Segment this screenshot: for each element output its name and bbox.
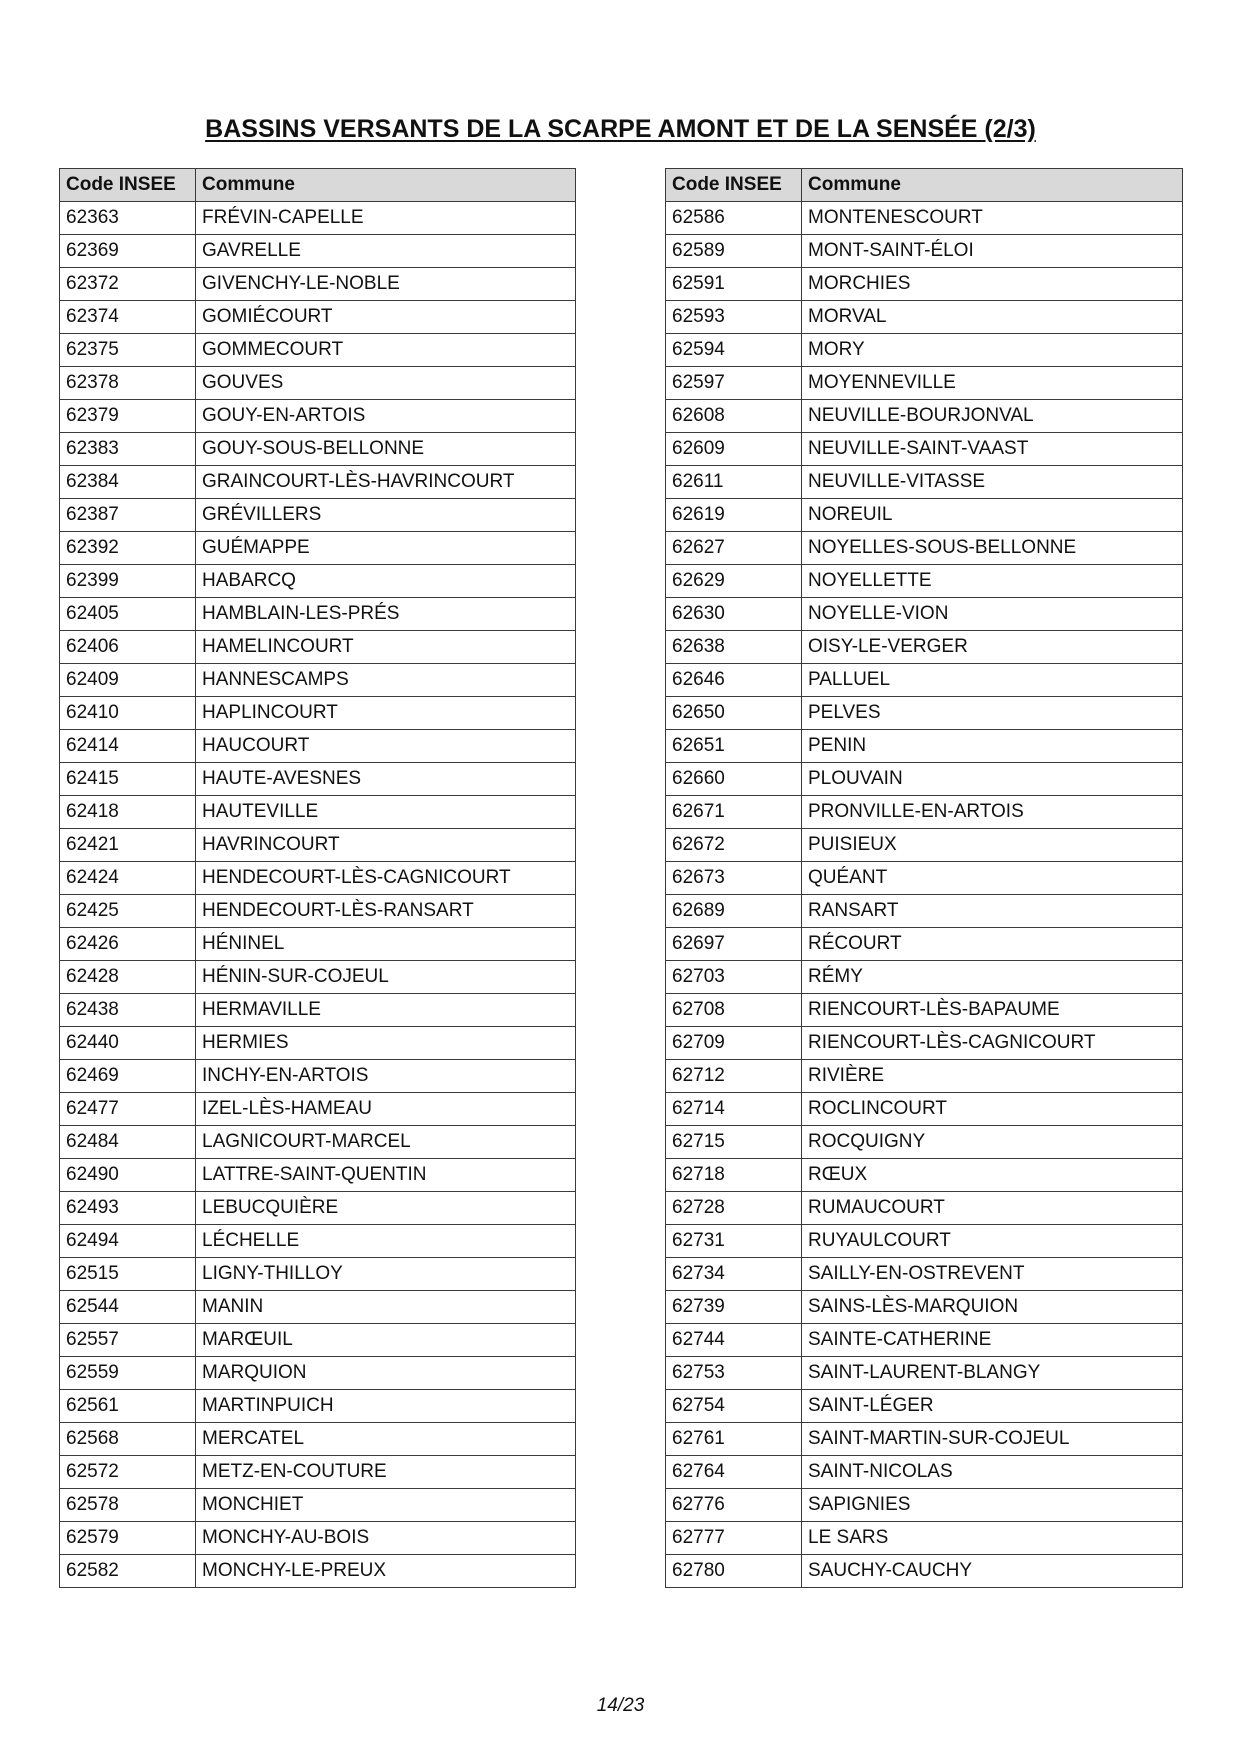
commune-name-cell: MONTENESCOURT [802, 202, 1183, 235]
table-row [666, 301, 1183, 334]
insee-code-cell: 62753 [666, 1357, 802, 1390]
commune-name-cell: METZ-EN-COUTURE [196, 1456, 576, 1489]
commune-name-cell: RÉMY [802, 961, 1183, 994]
table-row [60, 499, 576, 532]
table-row [666, 598, 1183, 631]
table-body [60, 202, 576, 1588]
table-row [666, 400, 1183, 433]
insee-code-cell: 62611 [666, 466, 802, 499]
insee-code-cell: 62672 [666, 829, 802, 862]
table-row [60, 697, 576, 730]
commune-name-cell: HERMAVILLE [196, 994, 576, 1027]
commune-name-cell: HAMBLAIN-LES-PRÉS [196, 598, 576, 631]
commune-name-cell: GRAINCOURT-LÈS-HAVRINCOURT [196, 466, 576, 499]
page-title: BASSINS VERSANTS DE LA SCARPE AMONT ET DE LA SENSÉE (2/3) [205, 115, 1036, 143]
insee-code-cell: 62557 [60, 1324, 196, 1357]
table-row [60, 829, 576, 862]
commune-name-cell: MONCHY-AU-BOIS [196, 1522, 576, 1555]
commune-name-cell: PLOUVAIN [802, 763, 1183, 796]
insee-code-cell: 62697 [666, 928, 802, 961]
commune-name-cell: LE SARS [802, 1522, 1183, 1555]
commune-name-cell: RÉCOURT [802, 928, 1183, 961]
insee-code-cell: 62387 [60, 499, 196, 532]
table-row [666, 994, 1183, 1027]
insee-code-cell: 62424 [60, 862, 196, 895]
table-row [60, 730, 576, 763]
commune-name-cell: GAVRELLE [196, 235, 576, 268]
table-row [666, 1291, 1183, 1324]
commune-name-cell: HAUTE-AVESNES [196, 763, 576, 796]
insee-code-cell: 62650 [666, 697, 802, 730]
insee-code-cell: 62718 [666, 1159, 802, 1192]
commune-name-cell: GOMIÉCOURT [196, 301, 576, 334]
table-header-row [60, 169, 576, 202]
table-row [666, 1390, 1183, 1423]
insee-code-cell: 62438 [60, 994, 196, 1027]
table-row [60, 433, 576, 466]
table-row [666, 565, 1183, 598]
commune-name-cell: MONCHY-LE-PREUX [196, 1555, 576, 1588]
table-row [666, 532, 1183, 565]
commune-name-cell: IZEL-LÈS-HAMEAU [196, 1093, 576, 1126]
insee-code-cell: 62379 [60, 400, 196, 433]
commune-name-cell: HAVRINCOURT [196, 829, 576, 862]
table-row [60, 1390, 576, 1423]
insee-code-cell: 62579 [60, 1522, 196, 1555]
table-row [60, 1324, 576, 1357]
commune-name-cell: NEUVILLE-BOURJONVAL [802, 400, 1183, 433]
table-row [60, 1126, 576, 1159]
commune-name-cell: RANSART [802, 895, 1183, 928]
commune-name-cell: FRÉVIN-CAPELLE [196, 202, 576, 235]
table-row [60, 1423, 576, 1456]
commune-name-cell: RŒUX [802, 1159, 1183, 1192]
commune-name-cell: HAPLINCOURT [196, 697, 576, 730]
insee-code-cell: 62374 [60, 301, 196, 334]
table-row [60, 367, 576, 400]
insee-code-cell: 62363 [60, 202, 196, 235]
table-row [60, 1093, 576, 1126]
commune-name-cell: LEBUCQUIÈRE [196, 1192, 576, 1225]
table-row [60, 994, 576, 1027]
table-row [60, 1555, 576, 1588]
commune-name-cell: HENDECOURT-LÈS-CAGNICOURT [196, 862, 576, 895]
table-row [666, 631, 1183, 664]
table-row [666, 664, 1183, 697]
table-row [666, 928, 1183, 961]
table-row [60, 301, 576, 334]
commune-name-cell: NOYELLES-SOUS-BELLONNE [802, 532, 1183, 565]
table-row [666, 1093, 1183, 1126]
column-header-commune: Commune [802, 169, 1183, 202]
commune-name-cell: SAINTE-CATHERINE [802, 1324, 1183, 1357]
commune-name-cell: SAINT-NICOLAS [802, 1456, 1183, 1489]
commune-name-cell: LÉCHELLE [196, 1225, 576, 1258]
commune-name-cell: SAINS-LÈS-MARQUION [802, 1291, 1183, 1324]
table-body [666, 202, 1183, 1588]
commune-name-cell: MARQUION [196, 1357, 576, 1390]
table-row [666, 1489, 1183, 1522]
insee-code-cell: 62378 [60, 367, 196, 400]
commune-name-cell: OISY-LE-VERGER [802, 631, 1183, 664]
insee-code-cell: 62630 [666, 598, 802, 631]
insee-code-cell: 62418 [60, 796, 196, 829]
insee-code-cell: 62714 [666, 1093, 802, 1126]
insee-code-cell: 62660 [666, 763, 802, 796]
commune-name-cell: GOUVES [196, 367, 576, 400]
insee-code-cell: 62405 [60, 598, 196, 631]
table-row [60, 1291, 576, 1324]
insee-code-cell: 62780 [666, 1555, 802, 1588]
insee-code-cell: 62764 [666, 1456, 802, 1489]
page-number: 14/23 [596, 1695, 645, 1716]
commune-name-cell: MARŒUIL [196, 1324, 576, 1357]
commune-name-cell: RIENCOURT-LÈS-CAGNICOURT [802, 1027, 1183, 1060]
table-header-row [666, 169, 1183, 202]
insee-code-cell: 62629 [666, 565, 802, 598]
commune-name-cell: PUISIEUX [802, 829, 1183, 862]
insee-code-cell: 62568 [60, 1423, 196, 1456]
commune-name-cell: NOYELLE-VION [802, 598, 1183, 631]
table-row [60, 598, 576, 631]
insee-code-cell: 62544 [60, 1291, 196, 1324]
insee-code-cell: 62761 [666, 1423, 802, 1456]
table-row [666, 466, 1183, 499]
table-row [666, 829, 1183, 862]
table-row [666, 1192, 1183, 1225]
table-row [666, 1126, 1183, 1159]
commune-name-cell: GRÉVILLERS [196, 499, 576, 532]
table-row [666, 499, 1183, 532]
table-row [60, 1225, 576, 1258]
commune-name-cell: NEUVILLE-VITASSE [802, 466, 1183, 499]
column-header-code: Code INSEE [666, 169, 802, 202]
commune-name-cell: GIVENCHY-LE-NOBLE [196, 268, 576, 301]
insee-code-cell: 62561 [60, 1390, 196, 1423]
insee-code-cell: 62703 [666, 961, 802, 994]
insee-code-cell: 62372 [60, 268, 196, 301]
table-row [60, 895, 576, 928]
table-row [60, 565, 576, 598]
insee-code-cell: 62728 [666, 1192, 802, 1225]
insee-code-cell: 62673 [666, 862, 802, 895]
commune-name-cell: LIGNY-THILLOY [196, 1258, 576, 1291]
table-row [60, 1192, 576, 1225]
table-row [666, 961, 1183, 994]
insee-code-cell: 62646 [666, 664, 802, 697]
insee-code-cell: 62586 [666, 202, 802, 235]
table-row [666, 1225, 1183, 1258]
insee-code-cell: 62493 [60, 1192, 196, 1225]
table-row [60, 466, 576, 499]
commune-name-cell: SAINT-LÉGER [802, 1390, 1183, 1423]
commune-name-cell: HENDECOURT-LÈS-RANSART [196, 895, 576, 928]
insee-code-cell: 62582 [60, 1555, 196, 1588]
table-row [60, 235, 576, 268]
table-row [666, 697, 1183, 730]
insee-code-cell: 62712 [666, 1060, 802, 1093]
table-row [666, 235, 1183, 268]
commune-name-cell: RUYAULCOURT [802, 1225, 1183, 1258]
table-row [60, 961, 576, 994]
commune-name-cell: MERCATEL [196, 1423, 576, 1456]
insee-code-cell: 62428 [60, 961, 196, 994]
commune-name-cell: SAINT-LAURENT-BLANGY [802, 1357, 1183, 1390]
insee-code-cell: 62709 [666, 1027, 802, 1060]
insee-code-cell: 62744 [666, 1324, 802, 1357]
table-row [666, 1027, 1183, 1060]
commune-name-cell: INCHY-EN-ARTOIS [196, 1060, 576, 1093]
insee-code-cell: 62572 [60, 1456, 196, 1489]
table-row [60, 1456, 576, 1489]
column-header-commune: Commune [196, 169, 576, 202]
table-row [60, 928, 576, 961]
commune-name-cell: GOUY-EN-ARTOIS [196, 400, 576, 433]
insee-code-cell: 62593 [666, 301, 802, 334]
commune-name-cell: NOYELLETTE [802, 565, 1183, 598]
table-row [60, 532, 576, 565]
commune-name-cell: HAUTEVILLE [196, 796, 576, 829]
commune-name-cell: PENIN [802, 730, 1183, 763]
insee-code-cell: 62399 [60, 565, 196, 598]
commune-name-cell: MORY [802, 334, 1183, 367]
insee-code-cell: 62731 [666, 1225, 802, 1258]
table-row [60, 664, 576, 697]
table-row [60, 796, 576, 829]
insee-code-cell: 62619 [666, 499, 802, 532]
table-row [666, 1258, 1183, 1291]
commune-name-cell: MONT-SAINT-ÉLOI [802, 235, 1183, 268]
insee-code-cell: 62369 [60, 235, 196, 268]
commune-name-cell: PELVES [802, 697, 1183, 730]
insee-code-cell: 62406 [60, 631, 196, 664]
commune-name-cell: RIVIÈRE [802, 1060, 1183, 1093]
insee-code-cell: 62494 [60, 1225, 196, 1258]
table-row [60, 400, 576, 433]
commune-name-cell: MORCHIES [802, 268, 1183, 301]
insee-code-cell: 62410 [60, 697, 196, 730]
insee-code-cell: 62734 [666, 1258, 802, 1291]
table-row [60, 1060, 576, 1093]
commune-name-cell: MANIN [196, 1291, 576, 1324]
insee-code-cell: 62421 [60, 829, 196, 862]
commune-table-right [665, 168, 1183, 1588]
insee-code-cell: 62469 [60, 1060, 196, 1093]
insee-code-cell: 62383 [60, 433, 196, 466]
table-row [666, 1060, 1183, 1093]
table-row [666, 796, 1183, 829]
commune-name-cell: MORVAL [802, 301, 1183, 334]
commune-name-cell: LAGNICOURT-MARCEL [196, 1126, 576, 1159]
commune-name-cell: SAUCHY-CAUCHY [802, 1555, 1183, 1588]
table-row [666, 1324, 1183, 1357]
insee-code-cell: 62609 [666, 433, 802, 466]
commune-table-left [59, 168, 576, 1588]
commune-name-cell: HAMELINCOURT [196, 631, 576, 664]
insee-code-cell: 62375 [60, 334, 196, 367]
commune-name-cell: HÉNINEL [196, 928, 576, 961]
insee-code-cell: 62638 [666, 631, 802, 664]
commune-name-cell: HÉNIN-SUR-COJEUL [196, 961, 576, 994]
insee-code-cell: 62739 [666, 1291, 802, 1324]
commune-name-cell: QUÉANT [802, 862, 1183, 895]
commune-name-cell: MOYENNEVILLE [802, 367, 1183, 400]
table-row [666, 895, 1183, 928]
insee-code-cell: 62515 [60, 1258, 196, 1291]
commune-name-cell: HABARCQ [196, 565, 576, 598]
commune-name-cell: ROCQUIGNY [802, 1126, 1183, 1159]
insee-code-cell: 62689 [666, 895, 802, 928]
insee-code-cell: 62594 [666, 334, 802, 367]
table-row [60, 763, 576, 796]
column-header-code: Code INSEE [60, 169, 196, 202]
commune-name-cell: GOMMECOURT [196, 334, 576, 367]
commune-name-cell: RIENCOURT-LÈS-BAPAUME [802, 994, 1183, 1027]
commune-name-cell: HANNESCAMPS [196, 664, 576, 697]
table-row [666, 763, 1183, 796]
insee-code-cell: 62597 [666, 367, 802, 400]
commune-name-cell: ROCLINCOURT [802, 1093, 1183, 1126]
table-row [60, 1258, 576, 1291]
insee-code-cell: 62651 [666, 730, 802, 763]
table-row [60, 334, 576, 367]
table-row [60, 268, 576, 301]
table-row [666, 1456, 1183, 1489]
table-row [60, 1027, 576, 1060]
commune-name-cell: HAUCOURT [196, 730, 576, 763]
insee-code-cell: 62484 [60, 1126, 196, 1159]
table-row [666, 1423, 1183, 1456]
table-row [60, 202, 576, 235]
commune-name-cell: GUÉMAPPE [196, 532, 576, 565]
table-row [666, 367, 1183, 400]
insee-code-cell: 62490 [60, 1159, 196, 1192]
commune-name-cell: GOUY-SOUS-BELLONNE [196, 433, 576, 466]
table-row [666, 1357, 1183, 1390]
commune-name-cell: PALLUEL [802, 664, 1183, 697]
table-row [666, 1522, 1183, 1555]
commune-name-cell: SAILLY-EN-OSTREVENT [802, 1258, 1183, 1291]
table-row [60, 1159, 576, 1192]
table-row [666, 862, 1183, 895]
insee-code-cell: 62392 [60, 532, 196, 565]
insee-code-cell: 62708 [666, 994, 802, 1027]
insee-code-cell: 62627 [666, 532, 802, 565]
table-row [666, 268, 1183, 301]
commune-name-cell: NEUVILLE-SAINT-VAAST [802, 433, 1183, 466]
table-row [666, 730, 1183, 763]
table-row [666, 334, 1183, 367]
insee-code-cell: 62409 [60, 664, 196, 697]
insee-code-cell: 62754 [666, 1390, 802, 1423]
insee-code-cell: 62591 [666, 268, 802, 301]
insee-code-cell: 62715 [666, 1126, 802, 1159]
commune-name-cell: RUMAUCOURT [802, 1192, 1183, 1225]
commune-name-cell: MONCHIET [196, 1489, 576, 1522]
insee-code-cell: 62426 [60, 928, 196, 961]
insee-code-cell: 62425 [60, 895, 196, 928]
insee-code-cell: 62777 [666, 1522, 802, 1555]
table-row [60, 631, 576, 664]
commune-name-cell: PRONVILLE-EN-ARTOIS [802, 796, 1183, 829]
commune-name-cell: NOREUIL [802, 499, 1183, 532]
table-row [60, 1489, 576, 1522]
insee-code-cell: 62559 [60, 1357, 196, 1390]
insee-code-cell: 62776 [666, 1489, 802, 1522]
insee-code-cell: 62414 [60, 730, 196, 763]
insee-code-cell: 62671 [666, 796, 802, 829]
table-row [666, 1555, 1183, 1588]
commune-name-cell: SAINT-MARTIN-SUR-COJEUL [802, 1423, 1183, 1456]
insee-code-cell: 62384 [60, 466, 196, 499]
insee-code-cell: 62477 [60, 1093, 196, 1126]
table-row [666, 433, 1183, 466]
insee-code-cell: 62589 [666, 235, 802, 268]
commune-name-cell: LATTRE-SAINT-QUENTIN [196, 1159, 576, 1192]
commune-name-cell: MARTINPUICH [196, 1390, 576, 1423]
table-row [666, 1159, 1183, 1192]
insee-code-cell: 62578 [60, 1489, 196, 1522]
table-row [60, 862, 576, 895]
insee-code-cell: 62608 [666, 400, 802, 433]
table-row [60, 1357, 576, 1390]
table-row [666, 202, 1183, 235]
table-row [60, 1522, 576, 1555]
insee-code-cell: 62415 [60, 763, 196, 796]
commune-name-cell: SAPIGNIES [802, 1489, 1183, 1522]
commune-name-cell: HERMIES [196, 1027, 576, 1060]
insee-code-cell: 62440 [60, 1027, 196, 1060]
